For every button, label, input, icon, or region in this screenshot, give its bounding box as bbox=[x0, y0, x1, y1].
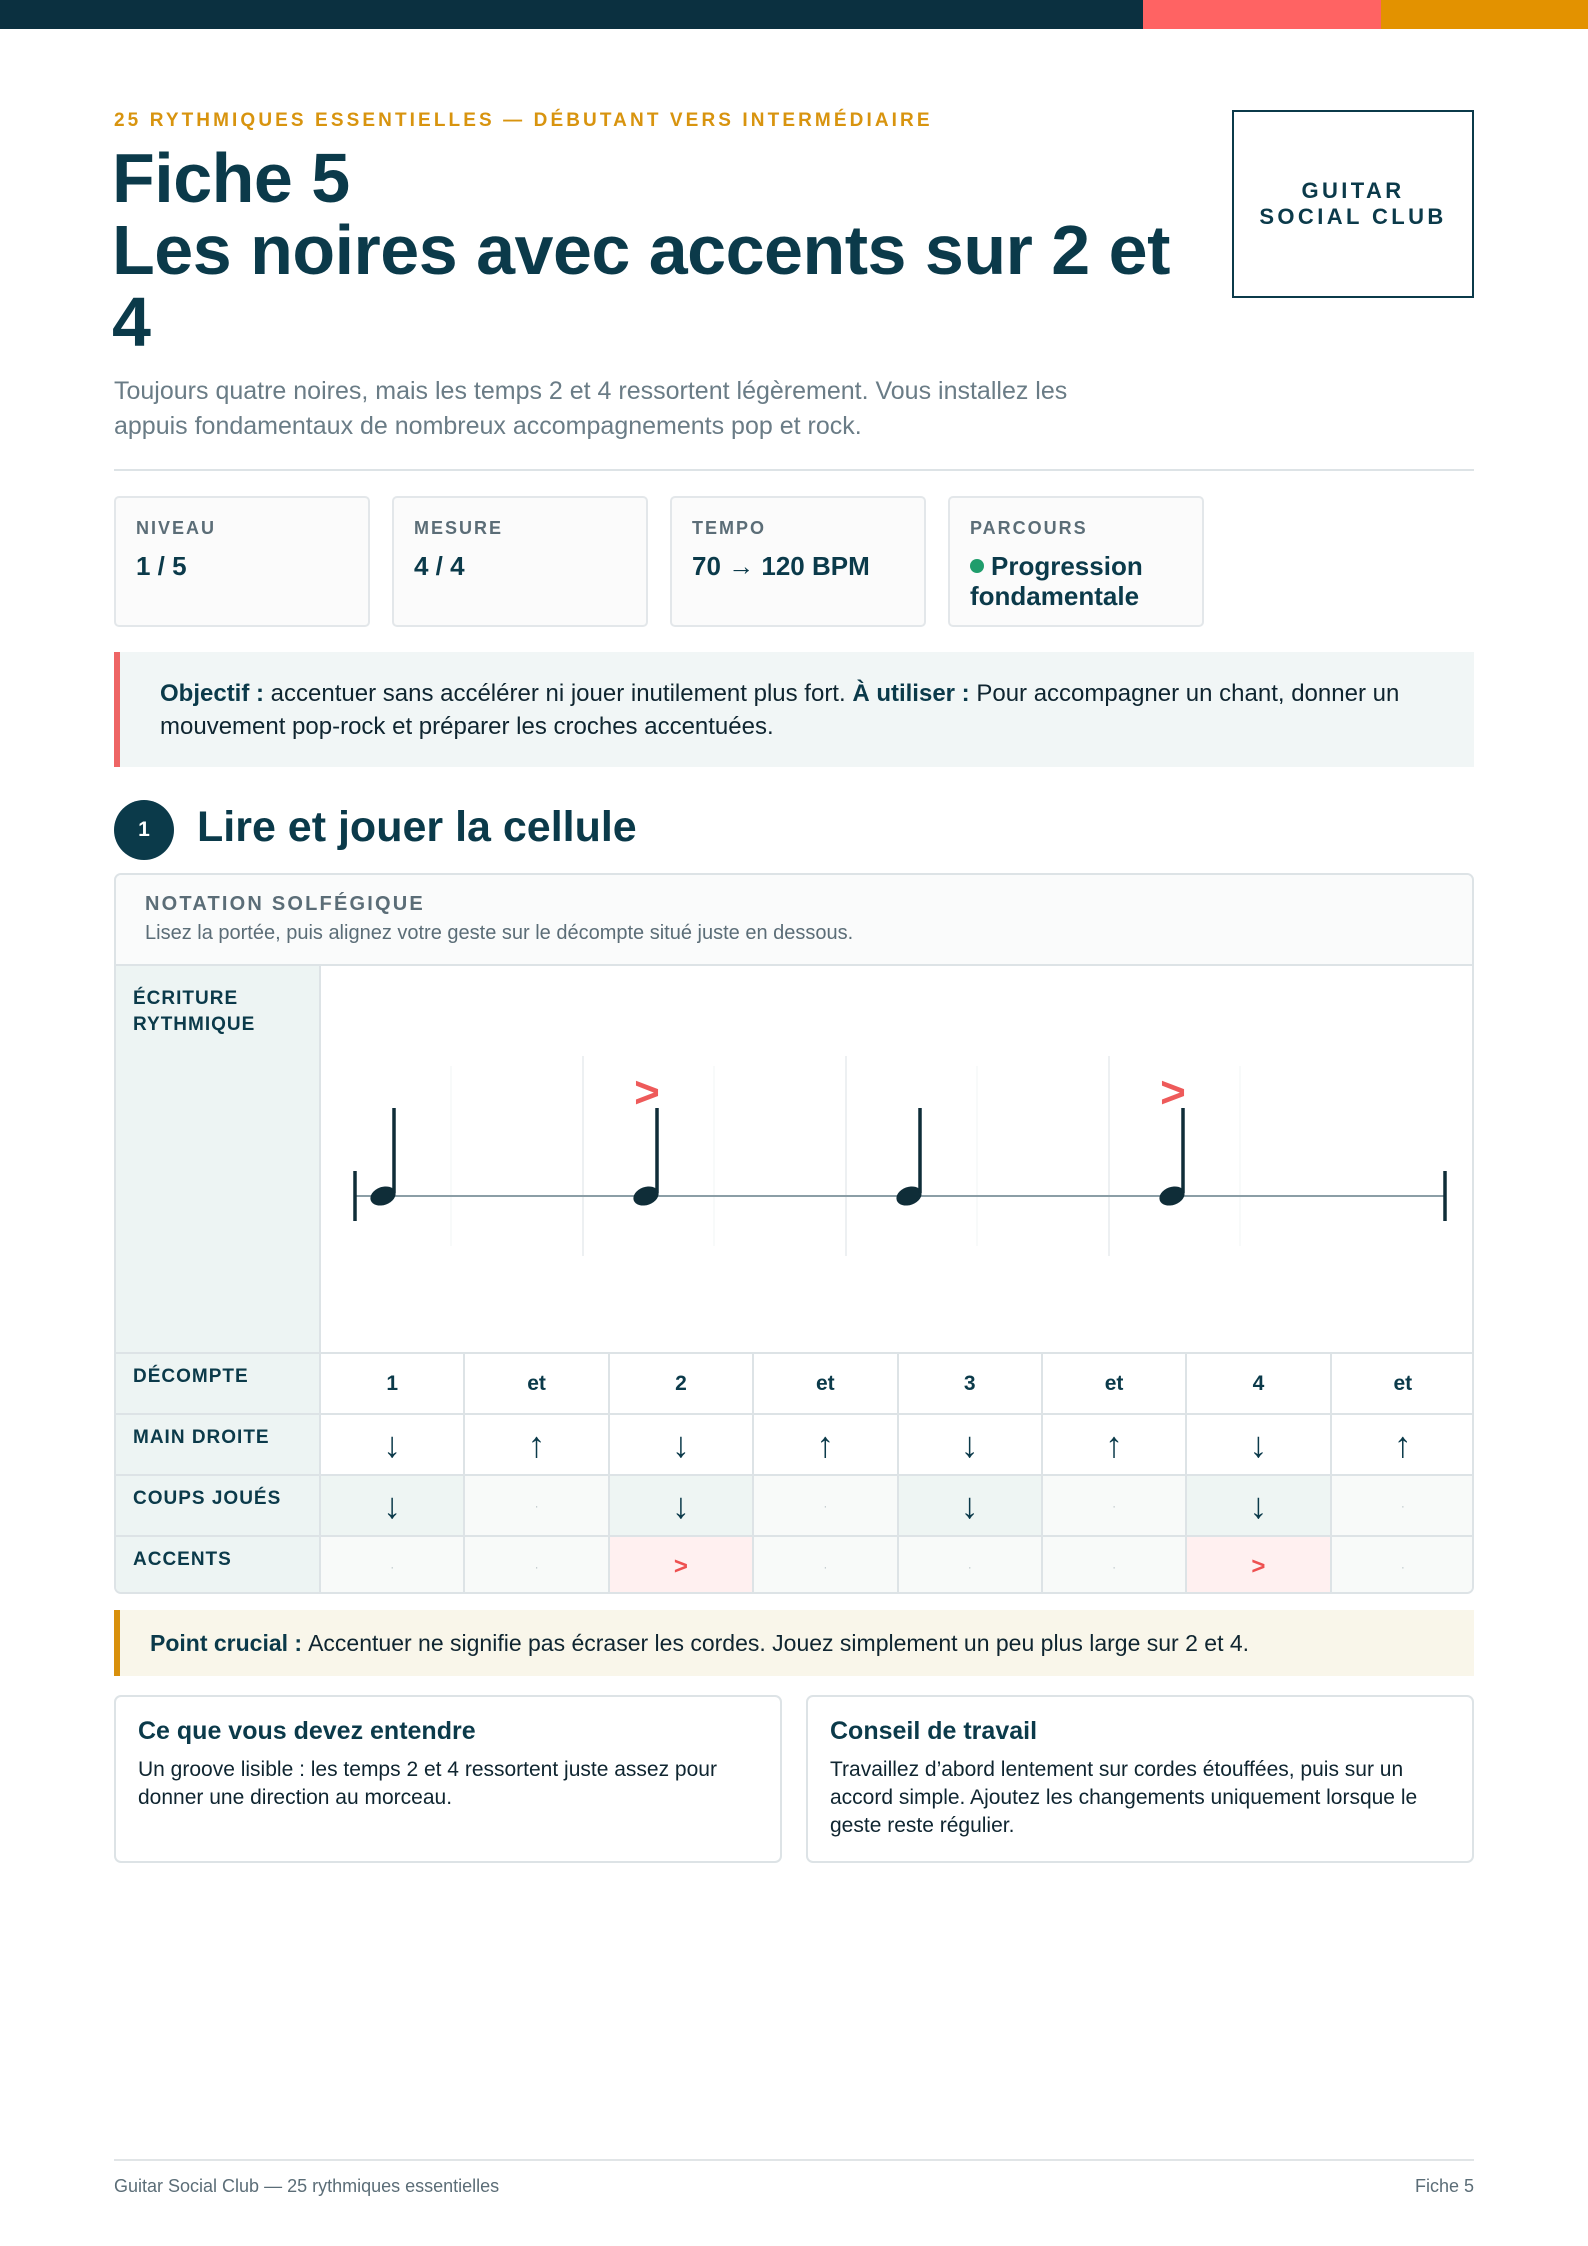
notation-header bbox=[116, 875, 1472, 966]
staff-row-label: ÉCRITURE RYTHMIQUE bbox=[133, 988, 256, 1035]
listen-card bbox=[114, 1695, 782, 1863]
accent-cell: · bbox=[1041, 1537, 1185, 1594]
page-title bbox=[112, 139, 1212, 361]
footer-divider bbox=[114, 2159, 1474, 2161]
accent-cell: · bbox=[321, 1537, 463, 1594]
meta-value: 1 / 5 bbox=[136, 551, 187, 581]
notation-panel bbox=[114, 873, 1474, 1594]
played-cell: ↓ bbox=[897, 1476, 1041, 1535]
meta-value bbox=[970, 551, 1182, 611]
accent-row-label: ACCENTS bbox=[133, 1549, 232, 1570]
meta-label: TEMPO bbox=[692, 518, 767, 538]
meta-card-parcours bbox=[948, 496, 1204, 627]
played-row-label: COUPS JOUÉS bbox=[133, 1488, 282, 1509]
accent-cell: > bbox=[1185, 1537, 1329, 1594]
top-bar-coral bbox=[1143, 0, 1381, 29]
card-body: Travaillez d’abord lentement sur cordes étouffées, puis sur un accord simple. Ajoutez les changements uniquement lorsque le geste reste régulier. bbox=[830, 1758, 1418, 1837]
count-cell: 4 bbox=[1185, 1354, 1329, 1413]
played-row bbox=[321, 1474, 1474, 1535]
count-cell: et bbox=[1041, 1354, 1185, 1413]
count-row-label: DÉCOMPTE bbox=[133, 1366, 249, 1387]
count-cell: et bbox=[1330, 1354, 1474, 1413]
beat-guides bbox=[451, 1056, 1240, 1256]
top-bar-gold bbox=[1381, 0, 1588, 29]
accent-cell: · bbox=[1330, 1537, 1474, 1594]
accent-row bbox=[321, 1535, 1474, 1594]
count-cell: 2 bbox=[608, 1354, 752, 1413]
quarter-note bbox=[1157, 1068, 1188, 1209]
stroke-cell: ↓ bbox=[1185, 1415, 1329, 1474]
meta-label: PARCOURS bbox=[970, 518, 1088, 538]
notation-subtitle: Lisez la portée, puis alignez votre geste sur le décompte situé juste en dessous. bbox=[145, 922, 854, 944]
played-cell: ↓ bbox=[1185, 1476, 1329, 1535]
notation-heading: NOTATION SOLFÉGIQUE bbox=[145, 893, 425, 915]
quarter-note bbox=[894, 1108, 925, 1209]
usage-text: Pour accompagner un chant, donner un mouvement pop-rock et préparer les croches accentuées. bbox=[160, 680, 1400, 740]
accent-cell: · bbox=[752, 1537, 896, 1594]
series-kicker: 25 RYTHMIQUES ESSENTIELLES — DÉBUTANT VERS INTERMÉDIAIRE bbox=[114, 110, 933, 131]
stroke-cell: ↑ bbox=[1330, 1415, 1474, 1474]
meta-card-niveau bbox=[114, 496, 370, 627]
label-divider bbox=[116, 1474, 321, 1476]
meta-label: MESURE bbox=[414, 518, 504, 538]
crucial-text: Accentuer ne signifie pas écraser les cordes. Jouez simplement un peu plus large sur 2 et 4. bbox=[308, 1629, 1250, 1656]
quarter-note bbox=[368, 1108, 399, 1209]
practice-card bbox=[806, 1695, 1474, 1863]
played-cell: · bbox=[463, 1476, 607, 1535]
label-divider bbox=[116, 1352, 321, 1354]
accent-cell: > bbox=[608, 1537, 752, 1594]
notes-layer bbox=[368, 1068, 1188, 1209]
count-cell: 3 bbox=[897, 1354, 1041, 1413]
meta-value: 4 / 4 bbox=[414, 551, 465, 581]
section-title: Lire et jouer la cellule bbox=[197, 803, 637, 851]
played-cell: · bbox=[1041, 1476, 1185, 1535]
title-line-1: Fiche 5 bbox=[112, 139, 350, 217]
section-number-badge: 1 bbox=[114, 800, 174, 860]
objective-callout bbox=[114, 652, 1474, 767]
header-divider bbox=[114, 469, 1474, 471]
played-cell: ↓ bbox=[321, 1476, 463, 1535]
card-body: Un groove lisible : les temps 2 et 4 ressortent juste assez pour donner une direction au morceau. bbox=[138, 1758, 717, 1809]
meta-value: 70 → 120 BPM bbox=[692, 551, 870, 581]
stroke-cell: ↓ bbox=[383, 1423, 402, 1465]
quarter-note bbox=[631, 1068, 662, 1209]
accent-mark: > bbox=[634, 1068, 660, 1117]
played-cell: · bbox=[1330, 1476, 1474, 1535]
top-bar-navy bbox=[0, 0, 1143, 29]
usage-label: À utiliser : bbox=[852, 680, 970, 707]
logo-text: GUITAR SOCIAL CLUB bbox=[1259, 178, 1447, 229]
played-cell: ↓ bbox=[608, 1476, 752, 1535]
stroke-cell: ↑ bbox=[752, 1415, 896, 1474]
crucial-label: Point crucial : bbox=[150, 1629, 303, 1656]
accent-cell: · bbox=[463, 1537, 607, 1594]
meta-label: NIVEAU bbox=[136, 518, 217, 538]
count-cell: et bbox=[752, 1354, 896, 1413]
count-cell: 1 bbox=[386, 1371, 399, 1395]
label-divider bbox=[116, 1535, 321, 1537]
card-title: Conseil de travail bbox=[830, 1717, 1038, 1745]
stroke-row-label: MAIN DROITE bbox=[133, 1427, 270, 1448]
footer-left: Guitar Social Club — 25 rythmiques essentielles bbox=[114, 2176, 500, 2196]
count-row bbox=[321, 1352, 1474, 1413]
top-color-bar bbox=[0, 0, 1588, 29]
meta-card-tempo bbox=[670, 496, 926, 627]
footer-page: Fiche 5 bbox=[1414, 2176, 1474, 2196]
stroke-cell: ↑ bbox=[1041, 1415, 1185, 1474]
meta-card-mesure bbox=[392, 496, 648, 627]
parcours-value: Progression fondamentale bbox=[970, 551, 1143, 611]
title-line-2: Les noires avec accents sur 2 et 4 bbox=[112, 211, 1170, 361]
stroke-cell: ↓ bbox=[608, 1415, 752, 1474]
meta-cards bbox=[114, 496, 1204, 627]
stroke-cell: ↓ bbox=[897, 1415, 1041, 1474]
crucial-callout bbox=[114, 1610, 1474, 1676]
count-cell: et bbox=[463, 1354, 607, 1413]
intro-lead: Toujours quatre noires, mais les temps 2 et 4 ressortent légèrement. Vous installez les appuis fondamentaux de nombreux accompagnements pop et rock. bbox=[114, 377, 1068, 440]
brand-logo bbox=[1232, 110, 1474, 298]
played-cell: · bbox=[752, 1476, 896, 1535]
row-label-column bbox=[116, 966, 321, 1594]
accent-cell: · bbox=[897, 1537, 1041, 1594]
objective-label: Objectif : bbox=[160, 680, 265, 707]
card-title: Ce que vous devez entendre bbox=[138, 1717, 476, 1745]
stroke-cell: ↑ bbox=[463, 1415, 607, 1474]
accent-mark: > bbox=[1160, 1068, 1186, 1117]
parcours-dot-icon bbox=[970, 559, 984, 573]
objective-text: accentuer sans accélérer ni jouer inutilement plus fort. bbox=[264, 680, 853, 707]
rhythm-staff bbox=[323, 966, 1474, 1352]
label-divider bbox=[116, 1413, 321, 1415]
stroke-row bbox=[321, 1413, 1474, 1474]
